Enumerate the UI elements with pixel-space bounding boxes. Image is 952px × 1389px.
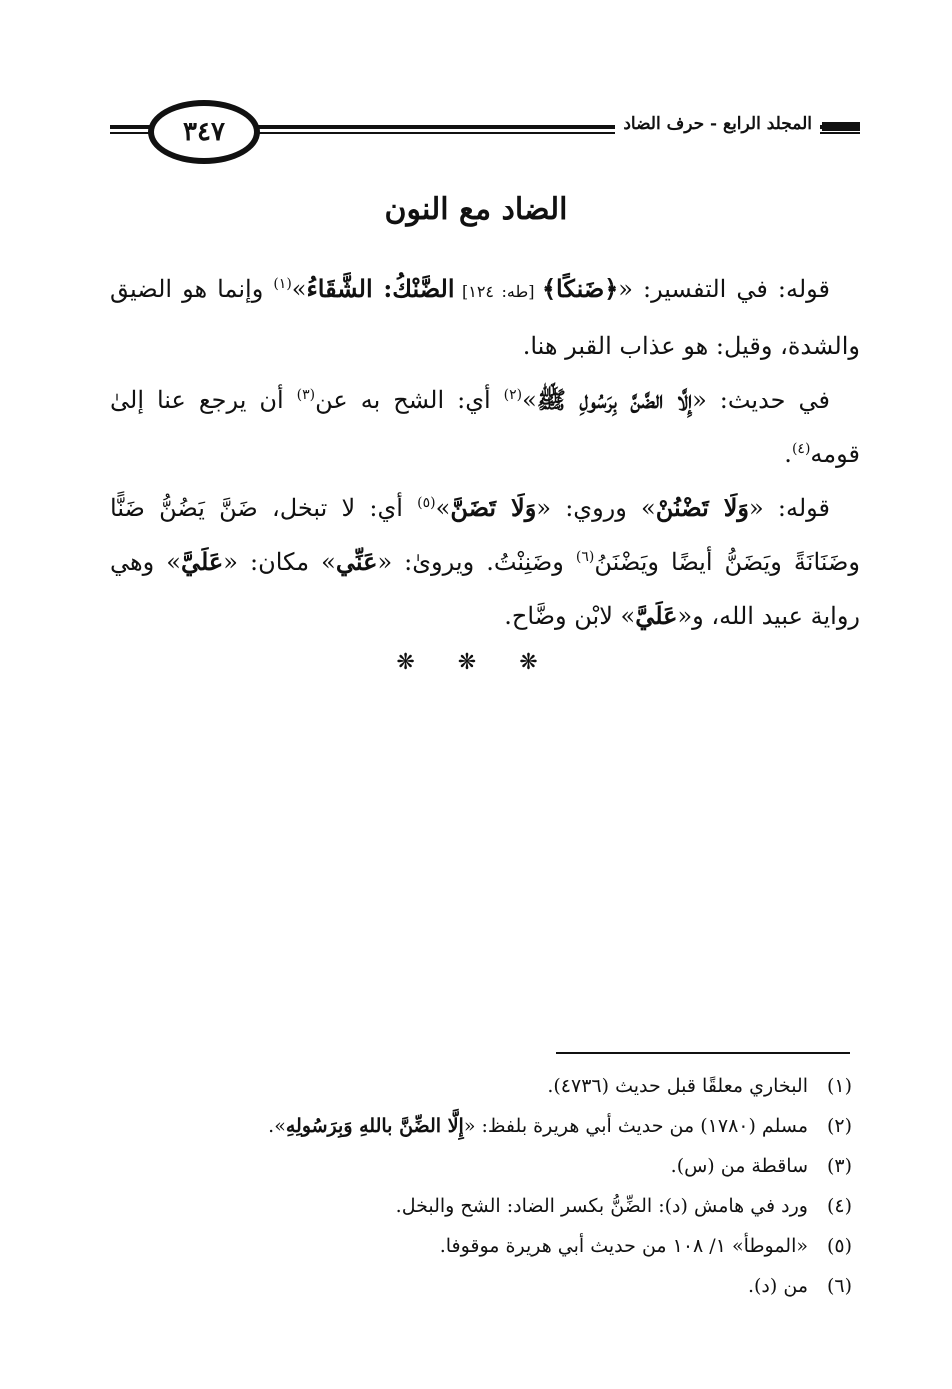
text-run: في حديث: « (692, 386, 830, 414)
text-run: » وروي: « (536, 494, 656, 522)
footnote-ref: (٣) (296, 387, 316, 403)
section-title: الضاد مع النون (384, 192, 568, 227)
footnote-number: (٢) (826, 1115, 852, 1137)
footnote-text: من (د). (747, 1275, 808, 1297)
footnote-item (92, 1266, 852, 1306)
body-text (110, 262, 860, 643)
text-run: وضَنِنْتُ. ويروىٰ: « (377, 548, 576, 576)
footnote-text: ورد في هامش (د): الضِّنُّ بكسر الضاد: الشح والبخل. (395, 1195, 808, 1217)
footnote-number: (٤) (826, 1195, 852, 1217)
text-run: وإنما هو الضيق والشدة، وقيل: هو عذاب القبر هنا. (110, 275, 860, 360)
text-run: » لابْن وضَّاح. (504, 602, 636, 630)
paragraph-3 (110, 481, 860, 643)
text-run: قوله: في التفسير: « (618, 275, 831, 303)
text-run: . (784, 440, 792, 468)
footnote-ref: (١) (273, 276, 292, 292)
text-run: أي: لا تبخل، ضَنَّ يَضُنُّ ضَنًّا وضَنَانَةً ويَضَنُّ أيضًا ويَضْنَنُ (110, 494, 861, 576)
hadith-quote: عَلَيَّ (635, 601, 678, 630)
footnote-number: (٣) (826, 1155, 852, 1177)
footnote-item (92, 1066, 852, 1106)
footnote-text (268, 1106, 808, 1146)
footnote-item (92, 1146, 852, 1186)
footnote-text: البخاري معلقًا قبل حديث (٤٧٣٦). (547, 1075, 808, 1097)
text-run: » (291, 275, 307, 303)
hadith-quote: وَلَا تَضَنَّ (450, 493, 537, 522)
footnote-number: (٥) (826, 1235, 852, 1257)
text-run: أن يرجع عنا إلىٰ قومه (110, 386, 860, 468)
header-ornament (822, 122, 860, 136)
footnote-text: ساقطة من (س). (670, 1155, 808, 1177)
text-run: » (522, 386, 537, 414)
footnote-ref: (٥) (417, 495, 436, 511)
hadith-quote: عَنِّي (335, 547, 378, 576)
footnote-item (92, 1226, 852, 1266)
footnote-ref: (٦) (575, 549, 595, 565)
text-run: أي: الشح به عن (315, 386, 504, 414)
running-head: المجلد الرابع - حرف الضاد (615, 114, 820, 134)
footnote-rule (556, 1052, 850, 1054)
text-run: قوله: « (748, 494, 830, 522)
hadith-quote: وَلَا تَضْنُنْ (655, 493, 749, 522)
section-separator: ❋ ❋ ❋ (396, 650, 556, 675)
footnote-number: (١) (826, 1075, 852, 1097)
text-run: » وهي رواية عبيد الله، و« (110, 548, 860, 630)
quran-quote: ﴿ضَنكًا﴾ (541, 274, 619, 303)
footnotes (92, 1066, 852, 1306)
text-run: مسلم (١٧٨٠) من حديث أبي هريرة بلفظ: « (463, 1115, 808, 1137)
footnote-number: (٦) (826, 1275, 852, 1297)
footnote-item (92, 1106, 852, 1146)
footnote-ref: (٤) (791, 441, 811, 457)
footnote-text: «الموطأ» ١/ ١٠٨ من حديث أبي هريرة موقوفا. (439, 1235, 808, 1257)
footnote-item (92, 1186, 852, 1226)
page-header (110, 92, 860, 174)
hadith-quote: إِلَّا الضَّنَّ بِرَسُولِ ﷺ (536, 385, 693, 414)
page-number: ٣٤٧ (148, 100, 260, 164)
footnote-ref: (٢) (503, 387, 523, 403)
text-run: » (435, 494, 451, 522)
paragraph-2 (110, 373, 860, 481)
headword: الضَّنْكُ: الشَّقَاءُ (306, 274, 455, 303)
text-run: » مكان: « (223, 548, 336, 576)
paragraph-1 (110, 262, 860, 373)
hadith-quote: عَلَيَّ (180, 547, 224, 576)
citation: [طه: ١٢٤] (454, 282, 542, 301)
hadith-quote: إِلَّا الضِّنَّ باللهِ وَبِرَسُولِهِ (285, 1115, 464, 1137)
text-run: ». (268, 1115, 286, 1137)
